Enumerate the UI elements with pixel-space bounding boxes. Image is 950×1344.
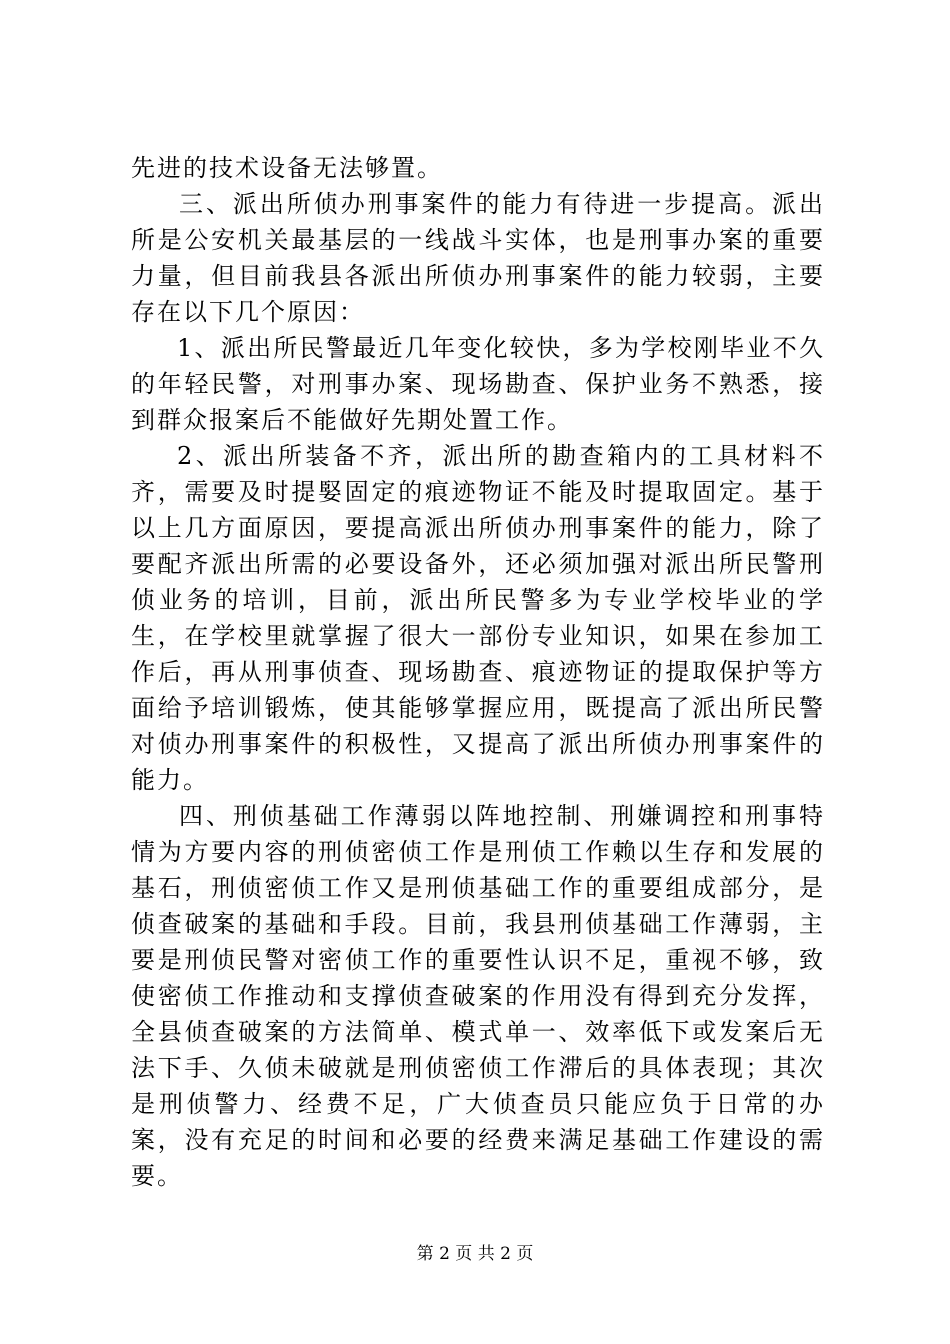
paragraph-section-three: 三、派出所侦办刑事案件的能力有待进一步提高。派出所是公安机关最基层的一线战斗实体，也是刑事办案的重要力量，但目前我县各派出所侦办刑事案件的能力较弱，主要存在以下几个原因： xyxy=(131,190,825,326)
document-body xyxy=(131,150,825,1194)
paragraph-item-two: 2、派出所装备不齐，派出所的勘查箱内的工具材料不齐，需要及时提婜固定的痕迹物证不能及时提取固定。基于以上几方面原因，要提高派出所侦办刑事案件的能力，除了要配齐派出所需的必要设备外，还必须加强对派出所民警刑侦业务的培训，目前，派出所民警多为专业学校毕业的学生，在学校里就掌握了很大一部份专业知识，如果在参加工作后，再从刑事侦查、现场勘查、痕迹物证的提取保护等方面给予培训锻炼，使其能够掌握应用，既提高了派出所民警对侦办刑事案件的积极性，又提高了派出所侦办刑事案件的能力。 xyxy=(131,442,825,794)
paragraph-continuation: 先进的技术设备无法够置。 xyxy=(131,154,443,182)
paragraph-section-four: 四、刑侦基础工作薄弱以阵地控制、刑嫌调控和刑事特情为方要内容的刑侦密侦工作是刑侦工作赖以生存和发展的基石，刑侦密侦工作又是刑侦基础工作的重要组成部分，是侦查破案的基础和手段。目前，我县刑侦基础工作薄弱，主要是刑侦民警对密侦工作的重要性认识不足，重视不够，致使密侦工作推动和支撑侦查破案的作用没有得到充分发挥，全县侦查破案的方法简单、模式单一、效率低下或发案后无法下手、久侦未破就是刑侦密侦工作滞后的具体表现；其次是刑侦警力、经费不足，广大侦查员只能应负于日常的办案，没有充足的时间和必要的经费来满足基础工作建设的需要。 xyxy=(131,802,825,1190)
page-number-footer: 第 2 页 共 2 页 xyxy=(416,1244,534,1264)
paragraph-item-one: 1、派出所民警最近几年变化较快，多为学校刚毕业不久的年轻民警，对刑事办案、现场勘查、保护业务不熟悉，接到群众报案后不能做好先期处置工作。 xyxy=(131,334,825,434)
